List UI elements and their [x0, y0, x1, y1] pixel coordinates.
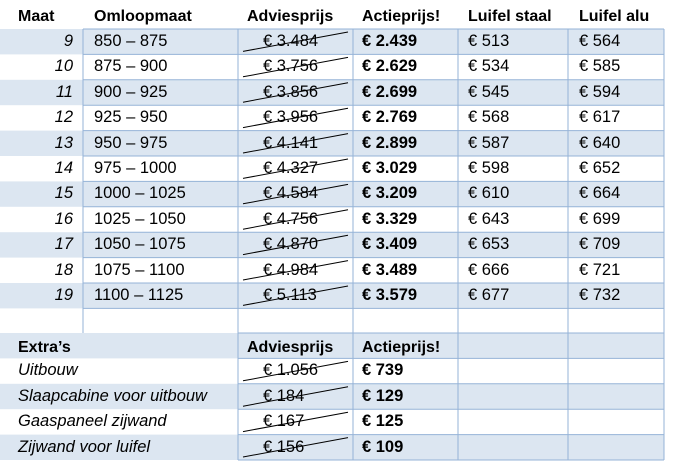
- row-adviesprijs: € 5.113: [263, 286, 317, 304]
- row-omloopmaat: 1000 – 1025: [94, 184, 186, 203]
- row-adviesprijs: € 3.856: [263, 82, 319, 101]
- header-extras-adviesprijs: Adviesprijs: [247, 339, 334, 356]
- row-maat: 14: [54, 159, 73, 177]
- row-luifel-alu: € 664: [579, 184, 621, 203]
- row-adviesprijs: € 4.870: [263, 235, 319, 254]
- row-luifel-alu: € 640: [579, 133, 621, 152]
- row-omloopmaat: 900 – 925: [94, 82, 168, 101]
- header-adviesprijs: Adviesprijs: [247, 8, 334, 25]
- row-omloopmaat: 975 – 1000: [94, 159, 177, 177]
- row-luifel-alu: € 699: [579, 209, 621, 228]
- row-omloopmaat: 925 – 950: [94, 108, 168, 127]
- extra-actieprijs: € 129: [362, 386, 404, 405]
- row-luifel-staal: € 653: [468, 235, 510, 254]
- row-adviesprijs: € 4.141: [263, 133, 319, 152]
- row-omloopmaat: 950 – 975: [94, 133, 168, 152]
- row-maat: 17: [54, 235, 73, 254]
- row-actieprijs: € 2.769: [362, 108, 418, 127]
- row-luifel-alu: € 564: [579, 32, 621, 50]
- row-omloopmaat: 1075 – 1100: [94, 260, 185, 279]
- row-omloopmaat: 875 – 900: [94, 57, 168, 76]
- row-luifel-staal: € 587: [468, 133, 510, 152]
- row-luifel-staal: € 568: [468, 108, 510, 127]
- row-luifel-staal: € 677: [468, 286, 510, 304]
- row-adviesprijs: € 4.756: [263, 209, 319, 228]
- row-actieprijs: € 2.629: [362, 57, 418, 76]
- extra-adviesprijs: € 156: [263, 437, 305, 456]
- extra-adviesprijs: € 167: [263, 412, 305, 431]
- header-omloopmaat: Omloopmaat: [94, 8, 192, 25]
- row-omloopmaat: 1025 – 1050: [94, 209, 186, 228]
- extra-actieprijs: € 739: [362, 361, 404, 380]
- row-luifel-alu: € 617: [579, 108, 621, 127]
- row-maat: 13: [54, 133, 73, 152]
- row-omloopmaat: 1050 – 1075: [94, 235, 186, 254]
- row-maat: 19: [54, 286, 73, 304]
- row-adviesprijs: € 3.756: [263, 57, 319, 76]
- extra-name: Gaaspaneel zijwand: [18, 412, 167, 431]
- row-actieprijs: € 2.699: [362, 82, 418, 101]
- row-actieprijs: € 3.209: [362, 184, 418, 203]
- header-actieprijs: Actieprijs!: [362, 8, 441, 25]
- row-adviesprijs: € 3.484: [263, 32, 319, 50]
- row-luifel-staal: € 643: [468, 209, 510, 228]
- row-actieprijs: € 3.029: [362, 159, 418, 177]
- row-adviesprijs: € 4.327: [263, 159, 319, 177]
- row-omloopmaat: 850 – 875: [94, 32, 168, 50]
- row-actieprijs: € 3.329: [362, 209, 418, 228]
- extra-actieprijs: € 125: [362, 412, 404, 431]
- row-actieprijs: € 3.579: [362, 286, 418, 304]
- extra-name: Zijwand voor luifel: [18, 437, 151, 456]
- row-luifel-staal: € 610: [468, 184, 510, 203]
- row-actieprijs: € 2.899: [362, 133, 418, 152]
- header-maat: Maat: [18, 8, 55, 25]
- row-omloopmaat: 1100 – 1125: [94, 286, 184, 304]
- row-maat: 9: [63, 32, 73, 50]
- row-luifel-staal: € 598: [468, 159, 510, 177]
- extra-name: Uitbouw: [18, 361, 78, 380]
- header-luifel-alu: Luifel alu: [579, 8, 650, 25]
- header-luifel-staal: Luifel staal: [468, 8, 552, 25]
- header-extras-actieprijs: Actieprijs!: [362, 339, 441, 356]
- row-luifel-alu: € 721: [579, 260, 621, 279]
- row-luifel-alu: € 652: [579, 159, 621, 177]
- extra-actieprijs: € 109: [362, 437, 404, 456]
- row-luifel-alu: € 732: [579, 286, 621, 304]
- row-maat: 15: [54, 184, 73, 203]
- extra-adviesprijs: € 184: [263, 386, 305, 405]
- row-luifel-staal: € 666: [468, 260, 510, 279]
- row-maat: 18: [54, 260, 73, 279]
- row-luifel-alu: € 594: [579, 82, 621, 101]
- row-luifel-alu: € 585: [579, 57, 621, 76]
- row-adviesprijs: € 4.584: [263, 184, 319, 203]
- row-maat: 12: [54, 108, 73, 127]
- extra-name: Slaapcabine voor uitbouw: [18, 386, 207, 405]
- row-luifel-alu: € 709: [579, 235, 621, 254]
- row-adviesprijs: € 4.984: [263, 260, 319, 279]
- row-luifel-staal: € 534: [468, 57, 510, 76]
- header-extras: Extra’s: [18, 339, 71, 356]
- row-luifel-staal: € 545: [468, 82, 510, 101]
- row-actieprijs: € 3.489: [362, 260, 418, 279]
- row-actieprijs: € 3.409: [362, 235, 418, 254]
- row-maat: 10: [54, 57, 73, 76]
- row-luifel-staal: € 513: [468, 32, 510, 50]
- row-actieprijs: € 2.439: [362, 32, 418, 50]
- row-adviesprijs: € 3.956: [263, 108, 319, 127]
- extra-adviesprijs: € 1.056: [263, 361, 319, 380]
- row-maat: 16: [54, 209, 73, 228]
- row-maat: 11: [55, 82, 73, 101]
